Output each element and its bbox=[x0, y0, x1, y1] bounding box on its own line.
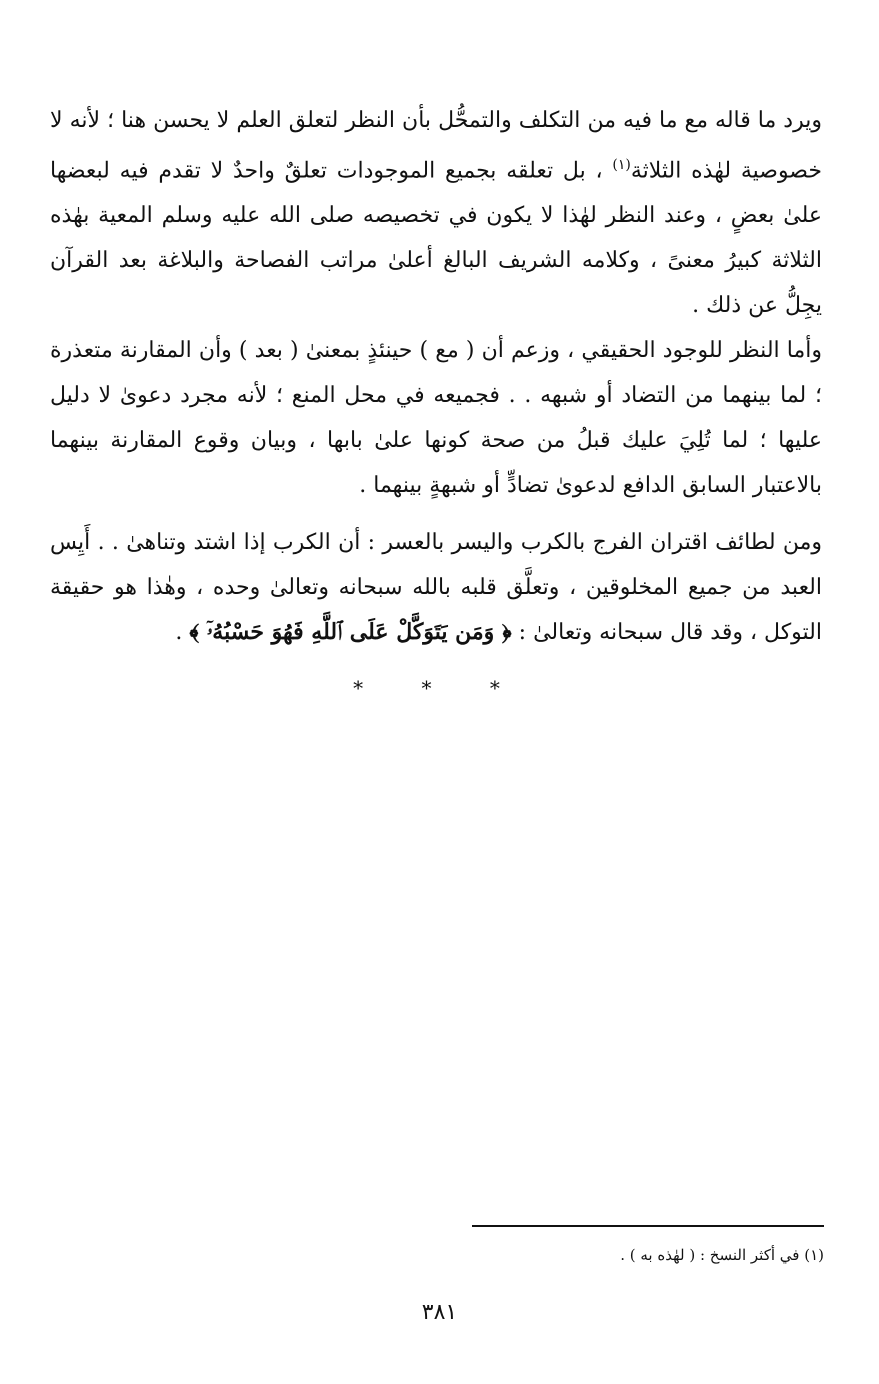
footnote-reference: (١) bbox=[612, 157, 631, 173]
paragraph-2 bbox=[50, 328, 822, 508]
page-number: ٣٨١ bbox=[421, 1300, 458, 1325]
paragraph-3-text-end: . bbox=[175, 620, 190, 645]
paragraph-1 bbox=[50, 98, 822, 328]
paragraph-1-text: ويرد ما قاله مع ما فيه من التكلف والتمحُّل بأن النظر لتعلق العلم لا يحسن هنا ؛ لأنه لا خصوصية لهٰذه الثلاثة bbox=[50, 108, 822, 184]
section-separator: * * * bbox=[353, 676, 526, 700]
quran-verse: ﴿ وَمَن يَتَوَكَّلْ عَلَى ٱللَّهِ فَهُوَ حَسْبُهُۥٓ ﴾ bbox=[189, 619, 512, 645]
paragraph-3 bbox=[50, 520, 822, 655]
paragraph-2-text: وأما النظر للوجود الحقيقي ، وزعم أن ( مع ) حينئذٍ بمعنىٰ ( بعد ) وأن المقارنة متعذرة ؛ لما بينهما من التضاد أو شبهه . . فجميعه في محل المنع ؛ لأنه مجرد دعوىٰ لا دليل عليها ؛ لما تُلِيَ عليك قبلُ من صحة كونها علىٰ بابها ، وبيان وقوع المقارنة بينهما بالاعتبار السابق الدافع لدعوىٰ تضادٍّ أو شبهةٍ بينهما . bbox=[50, 338, 822, 498]
paragraph-1-text-continued: ، بل تعلقه بجميع الموجودات تعلقٌ واحدٌ لا تقدم فيه لبعضها علىٰ بعضٍ ، وعند النظر لهٰذا لا يكون في تخصيصه صلى الله عليه وسلم المعية بهٰذه الثلاثة كبيرُ معنىً ، وكلامه الشريف البالغ أعلىٰ مراتب الفصاحة والبلاغة بعد القرآن يجِلُّ عن ذلك . bbox=[50, 158, 822, 319]
footnote: (١) في أكثر النسخ : ( لهٰذه به ) . bbox=[620, 1246, 824, 1264]
footnote-divider bbox=[472, 1225, 824, 1227]
paragraph-3-text: ومن لطائف اقتران الفرج بالكرب واليسر بالعسر : أن الكرب إذا اشتد وتناهىٰ . . أَيِس العبد من جميع المخلوقين ، وتعلَّق قلبه بالله سبحانه وتعالىٰ وحده ، وهٰذا هو حقيقة التوكل ، وقد قال سبحانه وتعالىٰ : bbox=[50, 530, 822, 645]
